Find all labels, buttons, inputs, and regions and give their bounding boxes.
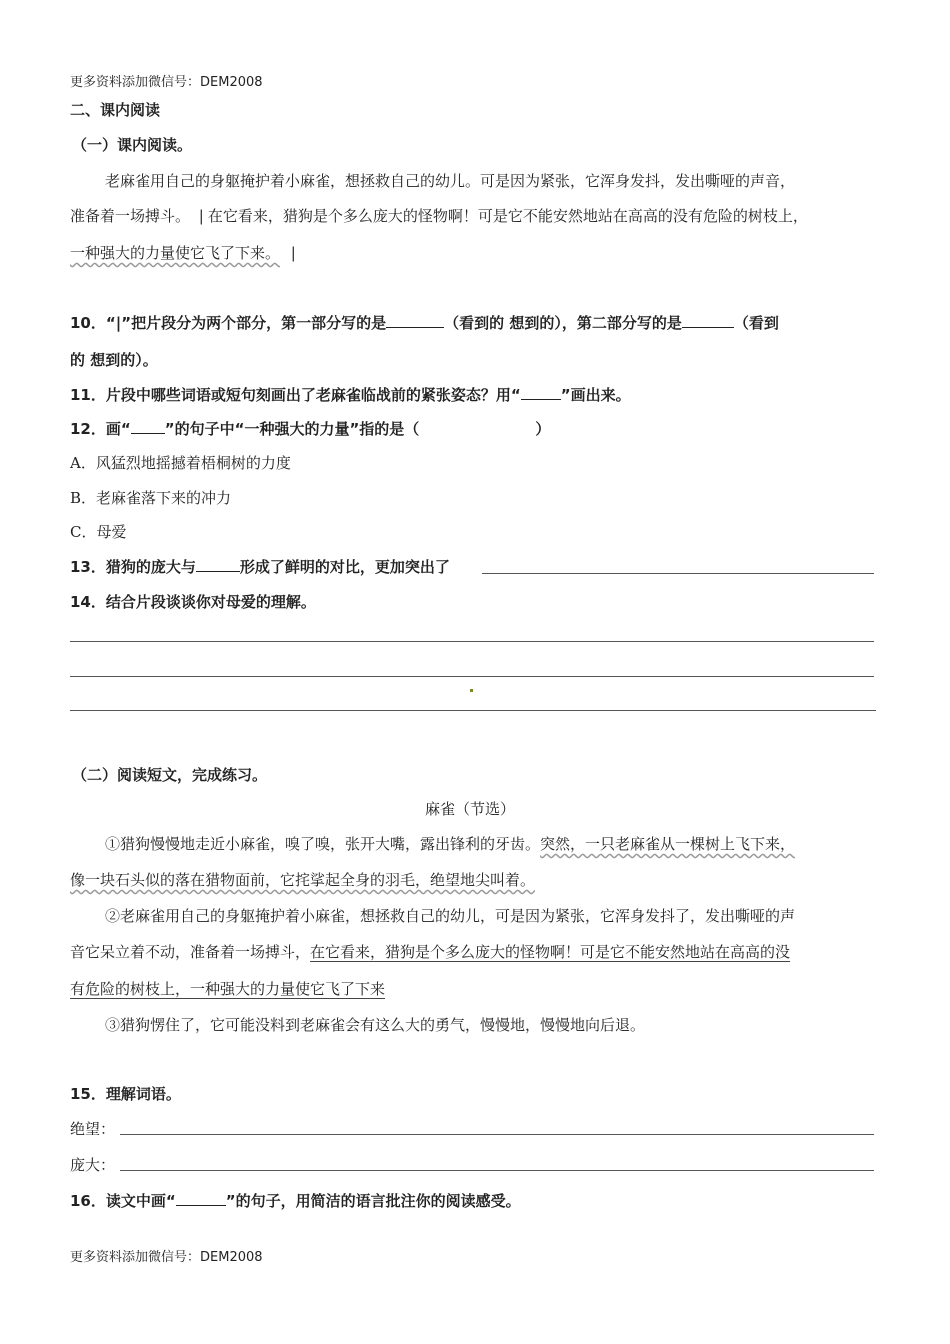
passage2-para2-line2 [70,941,790,962]
part1-title: （一）课内阅读。 [72,136,193,154]
q13-part-b: 形成了鲜明的对比，更加突出了 [239,558,450,576]
q11-blank [521,385,561,400]
question-14: 14．结合片段谈谈你对母爱的理解。 [70,593,316,611]
question-16 [70,1190,521,1211]
para2-text-d: 有危险的树枝上， [70,980,191,998]
passage2-para1-line1 [105,833,795,854]
q10-part-b: ”把片段分为两个部分，第一部分写的是 [121,314,387,332]
q14-answer-line-2[interactable] [70,676,874,677]
q10-part-d: （看到 [733,314,779,332]
para1-text-a: ①猎狗慢慢地走近小麻雀，嗅了嗅，张开大嘴，露出锋利的牙齿。 [105,835,541,853]
passage2-para3: ③猎狗愣住了，它可能没料到老麻雀会有这么大的勇气，慢慢地，慢慢地向后退。 [105,1016,646,1034]
q12-part-c: ） [535,420,551,438]
passage1-line2 [70,205,808,226]
q16-part-b: ”的句子，用简洁的语言批注你的阅读感受。 [225,1192,521,1210]
section-title: 二、课内阅读 [70,101,161,119]
q16-blank [176,1191,226,1206]
word-1-answer-line[interactable] [120,1134,874,1135]
question-12 [70,418,550,439]
passage1-line3 [70,242,296,263]
q10-blank-2[interactable] [682,313,734,328]
option-c[interactable]: C．母爱 [70,523,127,541]
word-2-answer-line[interactable] [120,1170,874,1171]
question-10-cont: 的 想到的）。 [70,351,158,369]
q13-part-a: 13．猎狗的庞大与 [70,558,196,576]
para2-text-e: 一种强大的力量使它飞了下来 [190,980,386,998]
question-13 [70,556,450,577]
q10-part-a: 10．“ [70,314,116,332]
para2-text-c: 在它看来，猎狗是个多么庞大的怪物啊！可是它不能安然地站在高高的没 [310,943,791,961]
question-15: 15．理解词语。 [70,1085,181,1103]
separator-mark: | [198,207,204,225]
passage-title: 麻雀（节选） [425,800,516,818]
passage1-line1: 老麻雀用自己的身躯掩护着小麻雀，想拯救自己的幼儿。可是因为紧张，它浑身发抖，发出嘶哑的声音， [105,172,796,190]
q10-blank-1[interactable] [386,313,444,328]
q12-part-b: ”的句子中“一种强大的力量”指的是（ [164,420,420,438]
option-b[interactable]: B．老麻雀落下来的冲力 [70,489,232,507]
q13-blank-1[interactable] [196,557,240,572]
q13-answer-line[interactable] [482,573,874,574]
para1-text-c: 像一块石头似的落在猎物面前，它挓挲起全身的羽毛，绝望地尖叫着。 [70,871,536,889]
option-a[interactable]: A．风猛烈地摇撼着梧桐树的力度 [70,454,291,472]
passage2-para2-line3 [70,978,385,999]
passage1-line2-b: 在它看来，猎狗是个多么庞大的怪物啊！可是它不能安然地站在高高的没有危险的树枝上， [207,207,808,225]
word-2-label: 庞大： [70,1156,116,1174]
page-header: 更多资料添加微信号：DEM2008 [70,75,263,90]
q11-part-b: ”画出来。 [560,386,631,404]
q10-separator: | [115,314,122,332]
passage1-line2-a: 准备着一场搏斗。 [70,207,191,225]
q12-blank [131,419,165,434]
stray-mark [470,689,473,692]
passage2-para2-line1: ②老麻雀用自己的身躯掩护着小麻雀，想拯救自己的幼儿，可是因为紧张，它浑身发抖了，发出嘶哑的声 [105,907,796,925]
q11-part-a: 11．片段中哪些词语或短句刻画出了老麻雀临战前的紧张姿态？用“ [70,386,521,404]
passage2-para1-line2 [70,869,535,890]
passage1-line3-text: 一种强大的力量使它飞了下来。 [70,244,281,262]
part2-title: （二）阅读短文，完成练习。 [72,766,268,784]
q12-part-a: 12．画“ [70,420,131,438]
word-1-label: 绝望： [70,1120,116,1138]
q14-answer-line-1[interactable] [70,641,874,642]
question-11 [70,384,631,405]
para2-text-b: 音它呆立着不动，准备着一场搏斗， [70,943,311,961]
para1-text-b: 突然，一只老麻雀从一棵树上飞下来， [540,835,796,853]
page-footer: 更多资料添加微信号：DEM2008 [70,1250,263,1265]
question-10 [70,312,779,333]
q14-answer-line-3[interactable] [70,710,876,711]
q10-part-c: （看到的 想到的），第二部分写的是 [444,314,682,332]
q16-part-a: 16．读文中画“ [70,1192,176,1210]
separator-mark-end: | [290,244,296,262]
